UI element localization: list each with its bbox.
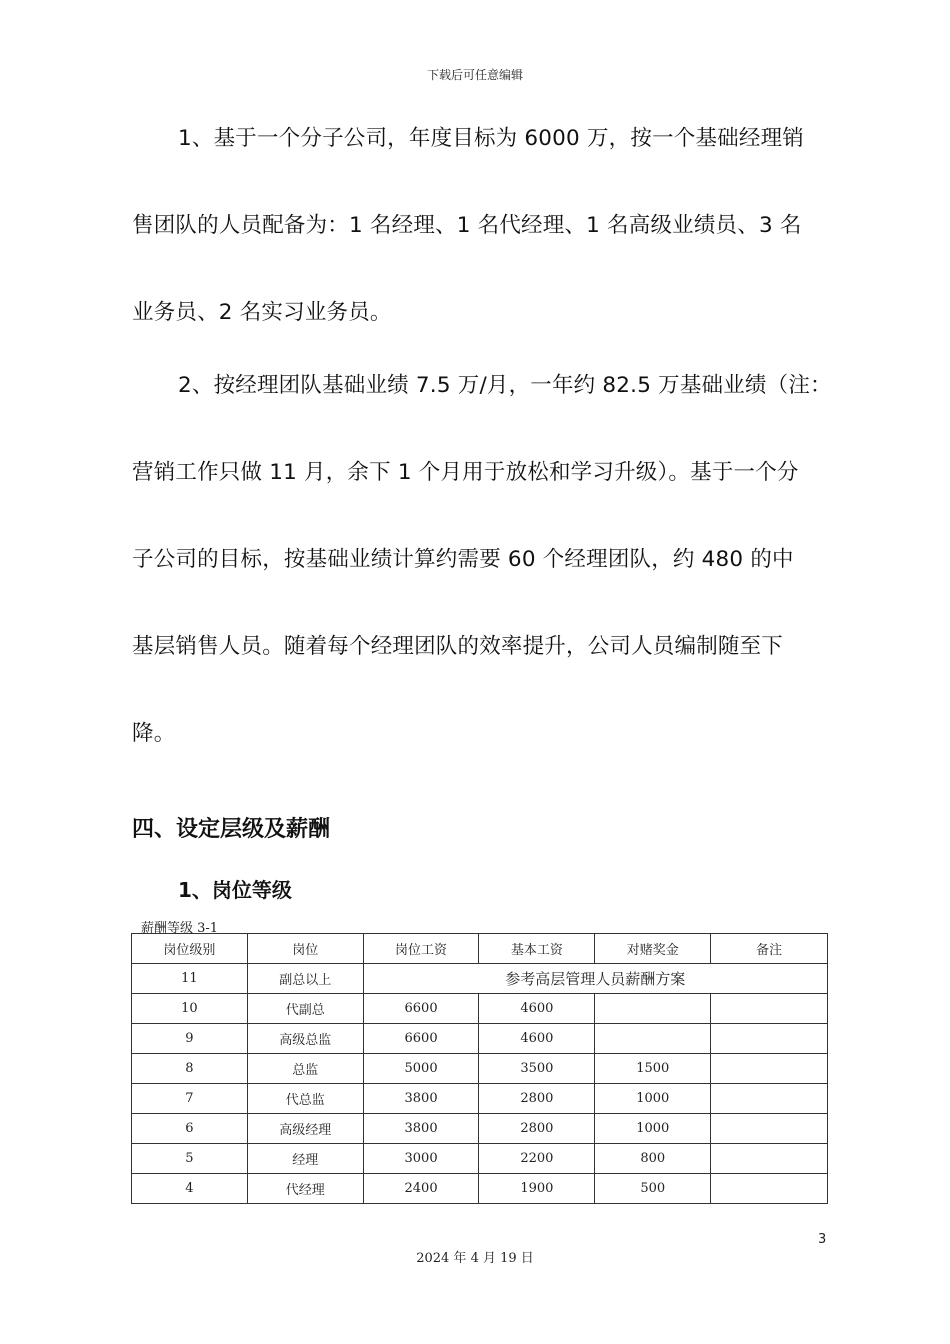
cell-base-salary: 3500 <box>479 1054 595 1084</box>
paragraph-performance <box>132 342 832 777</box>
cell-level: 5 <box>132 1144 248 1174</box>
cell-level: 11 <box>132 964 248 994</box>
cell-position-salary: 3800 <box>363 1084 479 1114</box>
cell-remarks <box>711 1054 828 1084</box>
cell-remarks <box>711 1024 828 1054</box>
cell-position-salary: 5000 <box>363 1054 479 1084</box>
cell-base-salary: 1900 <box>479 1174 595 1204</box>
paragraph-staffing <box>132 95 832 356</box>
cell-position: 高级经理 <box>247 1114 363 1144</box>
paragraph-line: 业务员、2 名实习业务员。 <box>132 300 392 325</box>
cell-level: 7 <box>132 1084 248 1114</box>
cell-position: 副总以上 <box>247 964 363 994</box>
cell-base-salary: 2800 <box>479 1114 595 1144</box>
header-remarks: 备注 <box>711 934 828 964</box>
paragraph-line: 基层销售人员。随着每个经理团队的效率提升，公司人员编制随至下 <box>132 634 784 659</box>
sub-heading: 1、岗位等级 <box>178 878 292 902</box>
header-position-salary: 岗位工资 <box>363 934 479 964</box>
cell-remarks <box>711 1144 828 1174</box>
paragraph-line: 降。 <box>132 721 176 746</box>
section-heading: 四、设定层级及薪酬 <box>132 817 331 842</box>
paragraph-line: 2、按经理团队基础业绩 7.5 万/月，一年约 82.5 万基础业绩（注： <box>178 373 832 398</box>
cell-bonus: 500 <box>595 1174 711 1204</box>
cell-bonus: 1000 <box>595 1114 711 1144</box>
cell-position: 高级总监 <box>247 1024 363 1054</box>
table-header-row <box>132 934 828 964</box>
cell-position-salary: 3800 <box>363 1114 479 1144</box>
cell-position-salary: 6600 <box>363 994 479 1024</box>
cell-remarks <box>711 1174 828 1204</box>
cell-base-salary: 4600 <box>479 994 595 1024</box>
table-row <box>132 964 828 994</box>
cell-remarks <box>711 1084 828 1114</box>
cell-level: 4 <box>132 1174 248 1204</box>
page-number: 3 <box>818 1232 827 1247</box>
cell-base-salary: 2200 <box>479 1144 595 1174</box>
table-row <box>132 1024 828 1054</box>
cell-remarks <box>711 1114 828 1144</box>
header-level: 岗位级别 <box>132 934 248 964</box>
table-row <box>132 1144 828 1174</box>
cell-position: 总监 <box>247 1054 363 1084</box>
cell-level: 6 <box>132 1114 248 1144</box>
page-header: 下载后可任意编辑 <box>426 68 523 82</box>
cell-bonus: 1000 <box>595 1084 711 1114</box>
cell-position: 代总监 <box>247 1084 363 1114</box>
cell-remarks <box>711 994 828 1024</box>
table-row <box>132 1054 828 1084</box>
cell-position: 代副总 <box>247 994 363 1024</box>
paragraph-line: 子公司的目标，按基础业绩计算约需要 60 个经理团队，约 480 的中 <box>132 547 794 572</box>
cell-level: 10 <box>132 994 248 1024</box>
cell-bonus <box>595 994 711 1024</box>
paragraph-line: 1、基于一个分子公司，年度目标为 6000 万，按一个基础经理销 <box>178 126 804 151</box>
table-row <box>132 994 828 1024</box>
table-row <box>132 1174 828 1204</box>
header-bonus: 对赌奖金 <box>595 934 711 964</box>
table-row <box>132 1114 828 1144</box>
cell-level: 9 <box>132 1024 248 1054</box>
paragraph-line: 售团队的人员配备为：1 名经理、1 名代经理、1 名高级业绩员、3 名 <box>132 213 802 238</box>
table-caption: 薪酬等级 3-1 <box>141 921 219 936</box>
footer-date: 2024 年 4 月 19 日 <box>416 1251 534 1266</box>
cell-position: 代经理 <box>247 1174 363 1204</box>
cell-position: 经理 <box>247 1144 363 1174</box>
cell-bonus <box>595 1024 711 1054</box>
cell-position-salary: 3000 <box>363 1144 479 1174</box>
cell-position-salary: 6600 <box>363 1024 479 1054</box>
paragraph-line: 营销工作只做 11 月，余下 1 个月用于放松和学习升级）。基于一个分 <box>132 460 799 485</box>
cell-bonus: 1500 <box>595 1054 711 1084</box>
cell-bonus: 800 <box>595 1144 711 1174</box>
cell-base-salary: 4600 <box>479 1024 595 1054</box>
cell-base-salary: 2800 <box>479 1084 595 1114</box>
cell-level: 8 <box>132 1054 248 1084</box>
table-row <box>132 1084 828 1114</box>
header-base-salary: 基本工资 <box>479 934 595 964</box>
salary-grade-table <box>131 933 828 1204</box>
cell-merged-note: 参考高层管理人员薪酬方案 <box>363 964 827 994</box>
header-position: 岗位 <box>247 934 363 964</box>
cell-position-salary: 2400 <box>363 1174 479 1204</box>
